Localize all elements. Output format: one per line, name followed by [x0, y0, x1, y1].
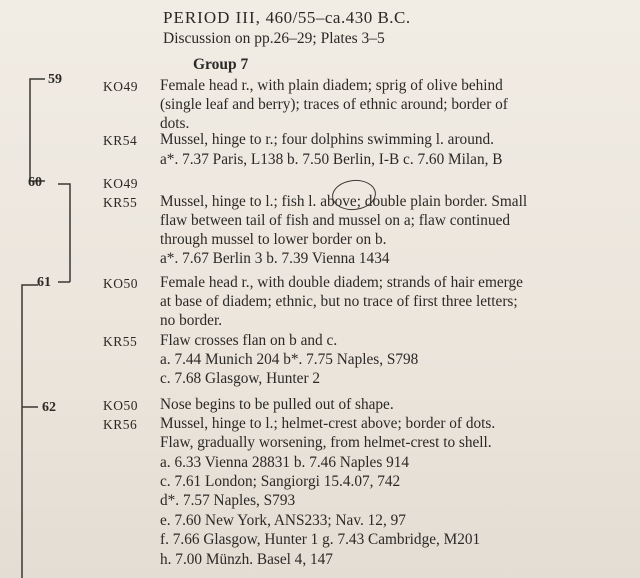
die-code: KO49 — [103, 176, 138, 191]
entry-line: Mussel, hinge to l.; fish l. above; double plain border. Small — [160, 193, 528, 210]
die-code: KO49 — [103, 79, 138, 94]
entry-line: Female head r., with double diadem; strands of hair emerge — [160, 274, 523, 291]
entry-line: Female head r., with plain diadem; sprig of olive behind — [160, 77, 503, 94]
entry-line: a. 6.33 Vienna 28831 b. 7.46 Naples 914 — [160, 454, 410, 471]
die-code: KO50 — [103, 276, 138, 291]
entry-line: e. 7.60 New York, ANS233; Nav. 12, 97 — [160, 512, 406, 529]
die-code: KR55 — [103, 334, 138, 349]
entry-line: Flaw crosses flan on b and c. — [160, 332, 338, 349]
entry-line: c. 7.68 Glasgow, Hunter 2 — [160, 370, 321, 387]
die-number-61: 61 — [37, 275, 51, 290]
bracket-61-62 — [22, 285, 38, 578]
entry-line: Mussel, hinge to l.; helmet-crest above; border of dots. — [160, 415, 496, 432]
entry-line: a*. 7.67 Berlin 3 b. 7.39 Vienna 1434 — [160, 250, 390, 267]
die-number-59: 59 — [48, 72, 62, 87]
entry-line: a. 7.44 Munich 204 b*. 7.75 Naples, S798 — [160, 351, 419, 368]
die-code: KO50 — [103, 398, 138, 413]
entry-line: Nose begins to be pulled out of shape. — [160, 396, 394, 413]
bracket-60-61 — [58, 184, 70, 282]
entry-line: c. 7.61 London; Sangiorgi 15.4.07, 742 — [160, 473, 401, 490]
entry-line: h. 7.00 Münzh. Basel 4, 147 — [160, 551, 333, 568]
die-number-62: 62 — [42, 400, 56, 415]
entry-line: through mussel to lower border on b. — [160, 231, 387, 248]
group-heading: Group 7 — [193, 56, 249, 73]
entry-line: Mussel, hinge to r.; four dolphins swimming l. around. — [160, 131, 494, 148]
bracket-59-60 — [30, 79, 45, 181]
entry-line: at base of diadem; ethnic, but no trace of first three letters; — [160, 293, 518, 310]
die-number-60: 60 — [28, 175, 42, 190]
entry-line: f. 7.66 Glasgow, Hunter 1 g. 7.43 Cambridge, M201 — [160, 531, 481, 548]
die-code: KR56 — [103, 417, 138, 432]
entry-line: a*. 7.37 Paris, L138 b. 7.50 Berlin, I-B c. 7.60 Milan, B — [160, 151, 503, 168]
entry-line: Flaw, gradually worsening, from helmet-crest to shell. — [160, 434, 492, 451]
entry-line: flaw between tail of fish and mussel on a; flaw continued — [160, 212, 511, 229]
die-code: KR54 — [103, 133, 138, 148]
entry-line: d*. 7.57 Naples, S793 — [160, 492, 296, 509]
die-code: KR55 — [103, 195, 138, 210]
entry-line: (single leaf and berry); traces of ethnic around; border of — [160, 96, 508, 113]
entry-line: no border. — [160, 312, 223, 329]
period-title: PERIOD III, 460/55–ca.430 B.C. — [163, 8, 411, 27]
entry-line: dots. — [160, 115, 190, 132]
period-subtitle: Discussion on pp.26–29; Plates 3–5 — [163, 30, 385, 47]
